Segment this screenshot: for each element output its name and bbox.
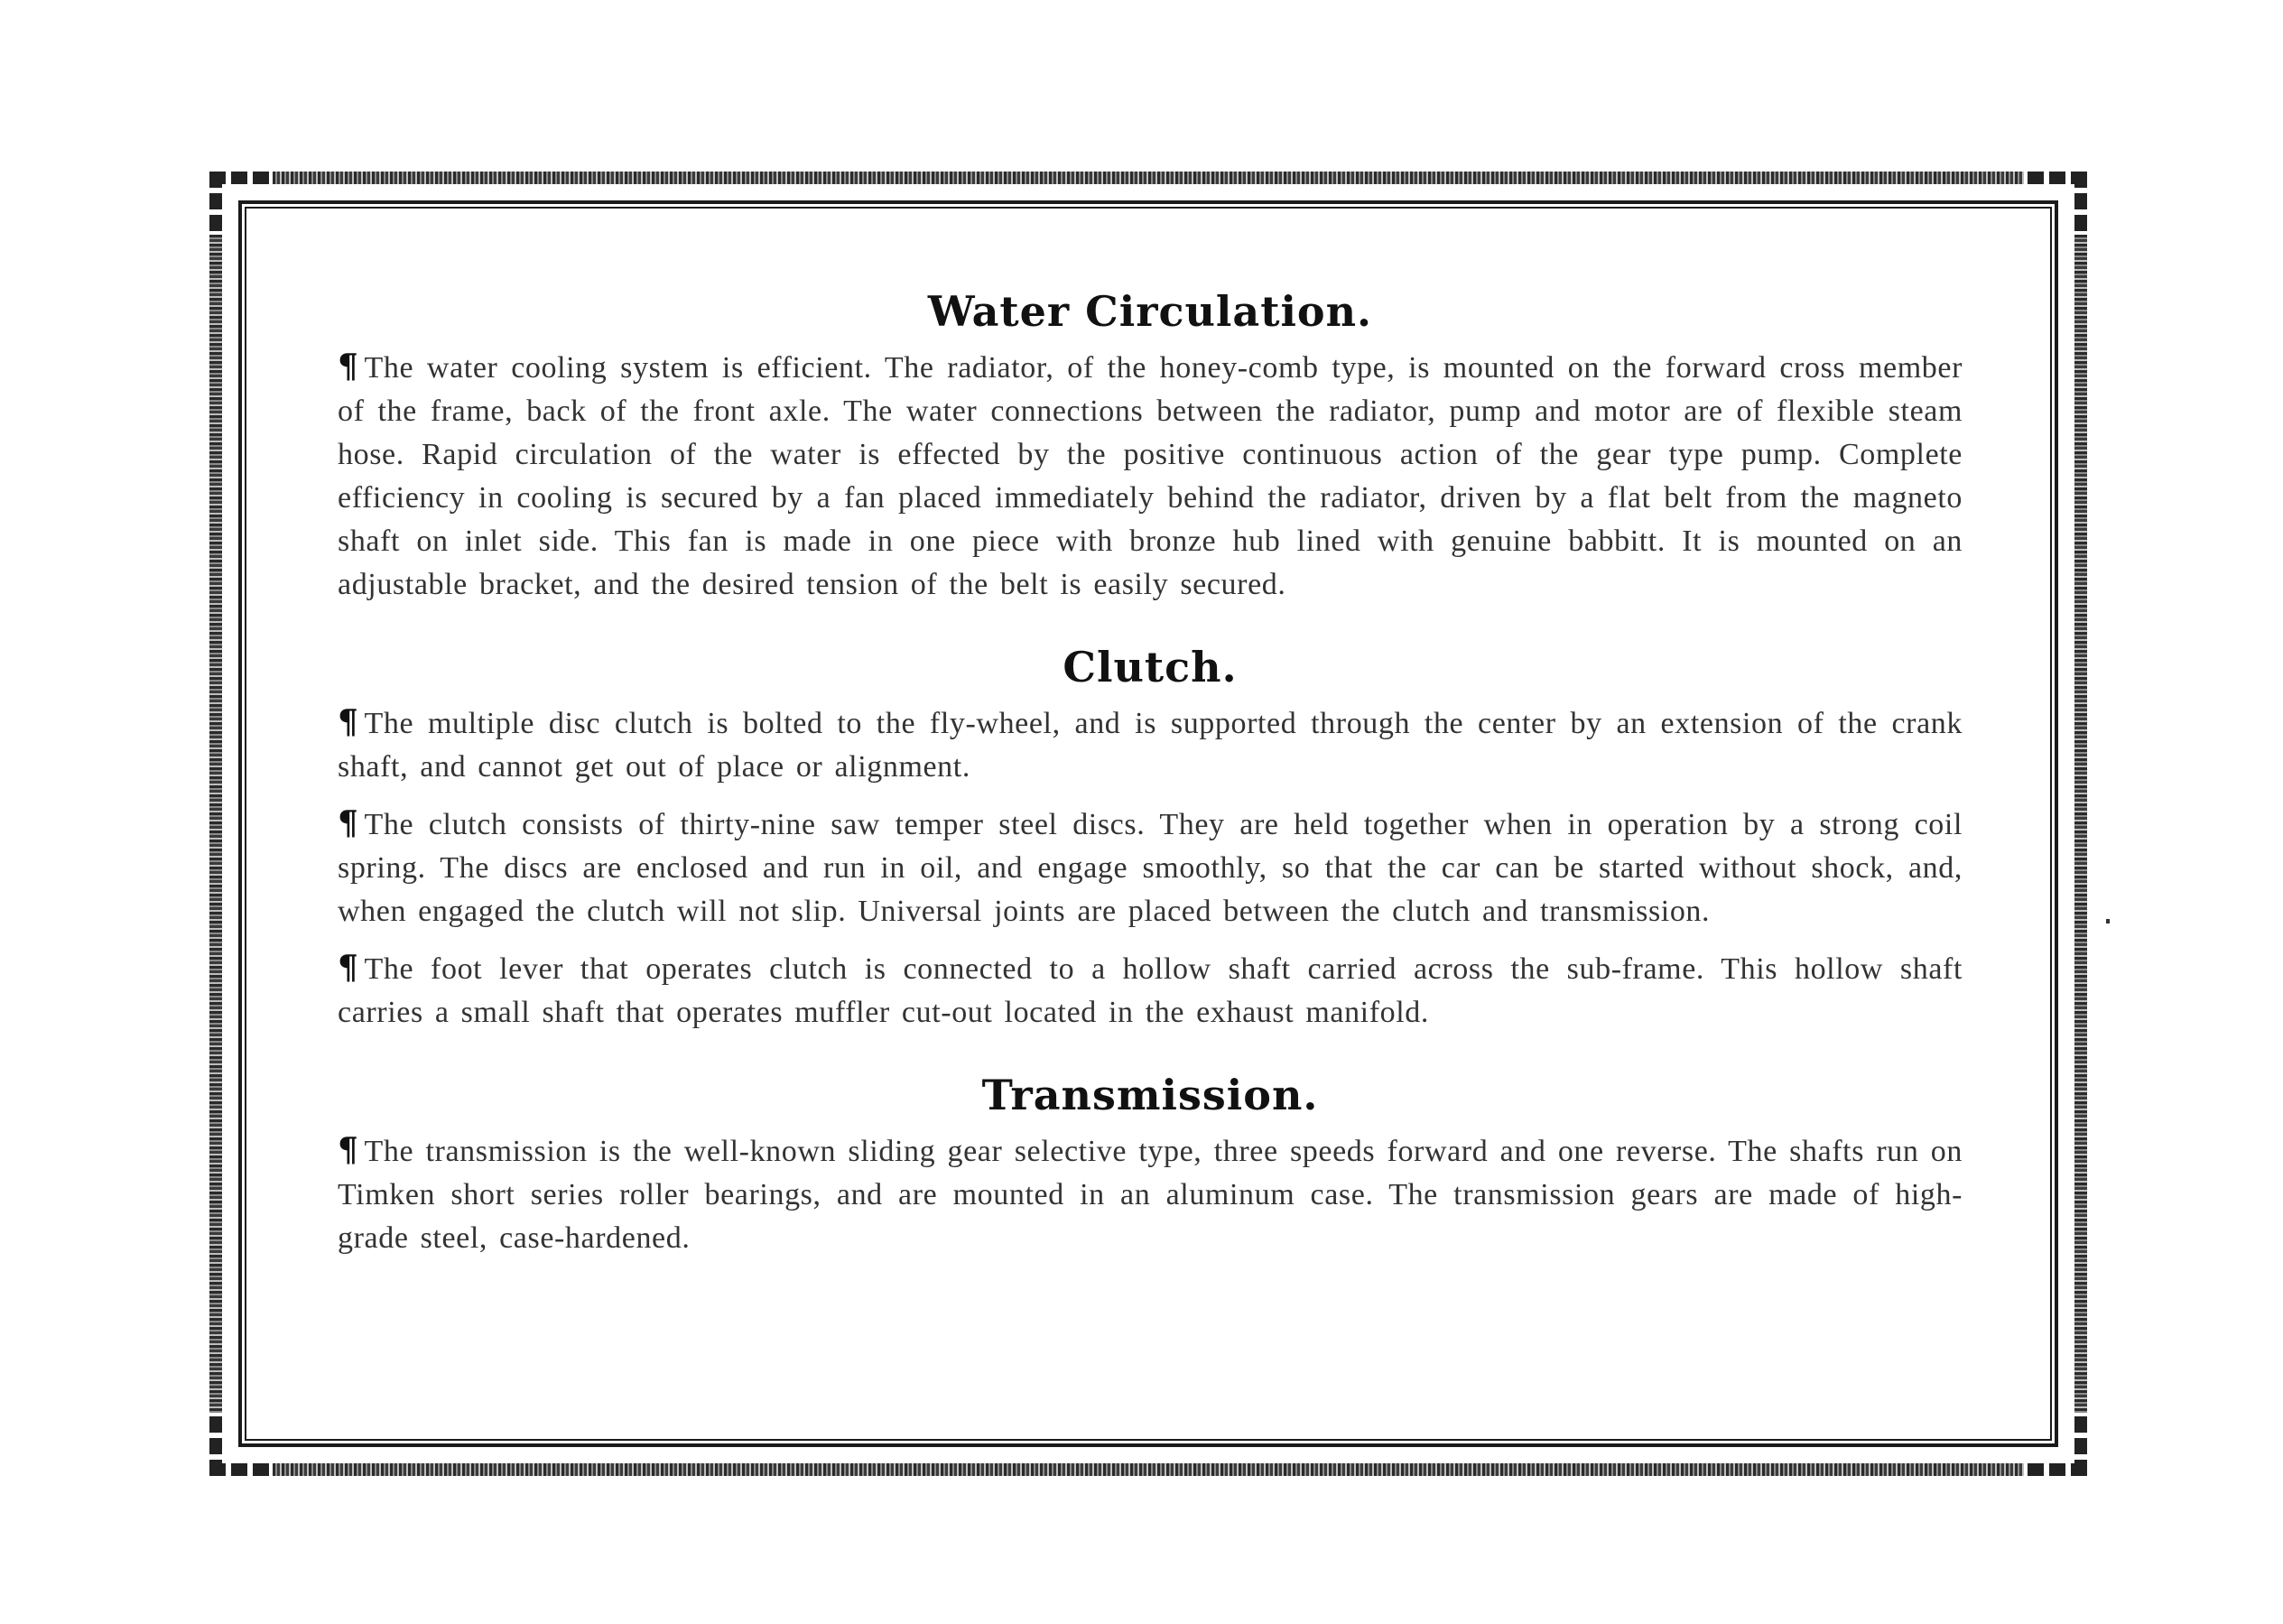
corner-ornament-right-bottom	[2074, 1416, 2087, 1476]
paragraph-text: The transmission is the well-known sliding gear selective type, three speeds forward and one reverse. The shafts run on Timken short series roller bearings, and are mounted in an aluminum case. The transmission gears are made of high-grade steel, case-hardened.	[338, 1135, 1963, 1255]
border-left-band	[209, 235, 222, 1413]
pilcrow-icon: ¶	[338, 949, 359, 987]
paragraph	[338, 701, 1963, 789]
heading-clutch: Clutch.	[1063, 643, 1238, 691]
scan-speck	[2106, 919, 2110, 923]
heading-water-circulation: Water Circulation.	[927, 287, 1373, 336]
section-water-circulation	[338, 287, 1963, 607]
heading-transmission: Transmission.	[981, 1071, 1319, 1119]
paragraph	[338, 1128, 1963, 1260]
corner-ornament-left-bottom	[209, 1416, 222, 1476]
corner-ornament-left-top	[209, 172, 222, 231]
corner-ornament-right-top	[2074, 172, 2087, 231]
paragraph-text: The water cooling system is efficient. The radiator, of the honey-comb type, is mounted on the forward cross member of the frame, back of the front axle. The water connections between the radiator, pump and motor are of flexible steam hose. Rapid circulation of the water is effected by the positive continuous action of the gear type pump. Complete efficiency in cooling is secured by a fan placed immediately behind the radiator, driven by a flat belt from the magneto shaft on inlet side. This fan is made in one piece with bronze hub lined with genuine babbitt. It is mounted on an adjustable bracket, and the desired tension of the belt is easily secured.	[338, 351, 1963, 601]
section-clutch	[338, 643, 1963, 1035]
pilcrow-icon: ¶	[338, 1131, 359, 1169]
page-body	[338, 287, 1963, 1273]
paragraph-text: The multiple disc clutch is bolted to the fly-wheel, and is supported through the center by an extension of the crank shaft, and cannot get out of place or alignment.	[338, 707, 1963, 784]
paragraph	[338, 802, 1963, 933]
border-bottom-band	[273, 1463, 2024, 1476]
paragraph	[338, 946, 1963, 1035]
paragraph-text: The clutch consists of thirty-nine saw temper steel discs. They are held together when in operation by a strong coil spring. The discs are enclosed and run in oil, and engage smoothly, so that the car can be started without shock, and, when engaged the clutch will not slip. Universal joints are placed between the clutch and transmission.	[338, 808, 1963, 928]
pilcrow-icon: ¶	[338, 703, 359, 741]
paragraph-text: The foot lever that operates clutch is connected to a hollow shaft carried across the sub-frame. This hollow shaft carries a small shaft that operates muffler cut-out located in the exhaust manifold.	[338, 952, 1963, 1029]
paragraph	[338, 345, 1963, 607]
border-right-band	[2074, 235, 2087, 1413]
pilcrow-icon: ¶	[338, 804, 359, 842]
section-transmission	[338, 1071, 1963, 1260]
pilcrow-icon: ¶	[338, 348, 359, 385]
border-top-band	[273, 172, 2024, 184]
